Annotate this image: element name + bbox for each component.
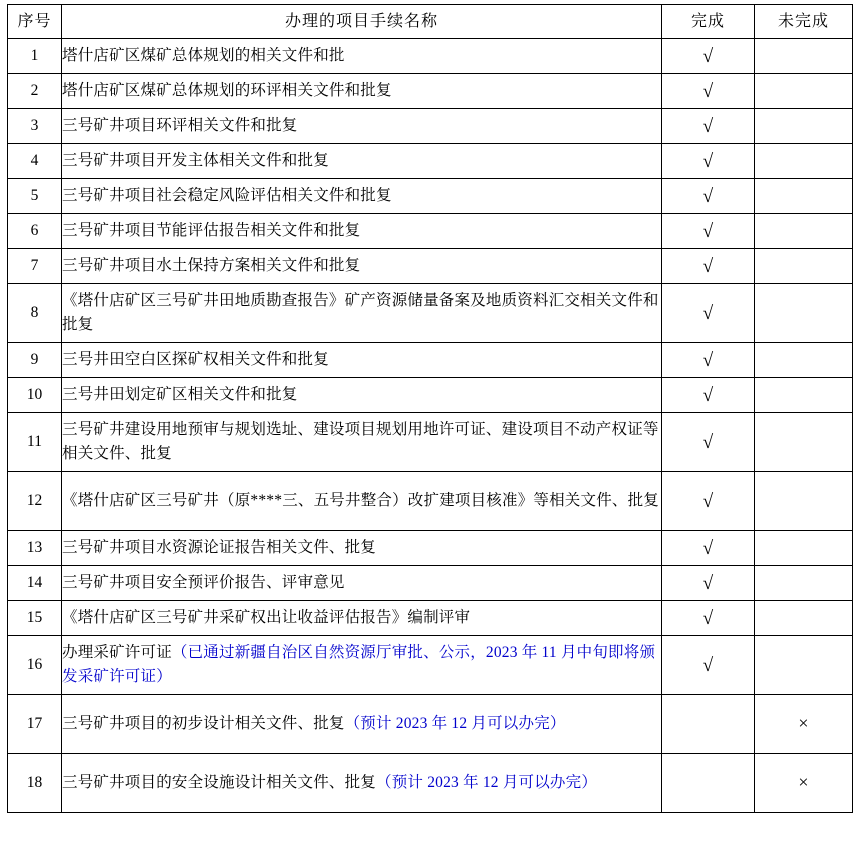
header-no: 序号 [8, 5, 62, 39]
done-mark-cell [662, 109, 755, 144]
row-index-cell: 16 [8, 636, 62, 695]
header-undone: 未完成 [755, 5, 853, 39]
undone-mark-cell [755, 109, 853, 144]
procedure-name-cell [62, 566, 662, 601]
cross-icon: × [798, 713, 809, 733]
procedure-name-text: 三号矿井项目环评相关文件和批复 [62, 116, 298, 134]
procedure-name-cell [62, 695, 662, 754]
done-mark-cell [662, 39, 755, 74]
row-index-cell: 2 [8, 74, 62, 109]
check-icon: √ [702, 655, 714, 676]
undone-mark-cell [755, 284, 853, 343]
row-index-cell: 7 [8, 249, 62, 284]
check-icon: √ [702, 350, 714, 371]
procedure-name-cell [62, 179, 662, 214]
check-icon: √ [702, 256, 714, 277]
procedure-name-text: 办理采矿许可证 [62, 643, 172, 661]
procedure-name-cell [62, 144, 662, 179]
undone-mark-cell [755, 413, 853, 472]
check-icon: √ [702, 538, 714, 559]
table-row [8, 531, 853, 566]
procedure-name-cell [62, 249, 662, 284]
procedure-name-text: 塔什店矿区煤矿总体规划的相关文件和批 [62, 46, 345, 64]
undone-mark-cell [755, 566, 853, 601]
procedure-name-cell [62, 754, 662, 813]
table-row [8, 636, 853, 695]
done-mark-cell [662, 378, 755, 413]
check-icon: √ [702, 186, 714, 207]
procedure-name-text: 《塔什店矿区三号矿井（原****三、五号井整合）改扩建项目核准》等相关文件、批复 [62, 491, 660, 509]
undone-mark-cell [755, 179, 853, 214]
done-mark-cell [662, 343, 755, 378]
procedure-name-text: 三号矿井项目社会稳定风险评估相关文件和批复 [62, 186, 392, 204]
row-index-cell: 13 [8, 531, 62, 566]
done-mark-cell [662, 636, 755, 695]
undone-mark-cell [755, 472, 853, 531]
procedure-note-text: （已通过新疆自治区自然资源厅审批、公示，2023 年 11 月中旬即将颁发采矿许可证） [62, 643, 656, 685]
procedure-name-text: 三号矿井项目水土保持方案相关文件和批复 [62, 256, 361, 274]
procedure-name-cell [62, 378, 662, 413]
procedure-name-cell [62, 214, 662, 249]
check-icon: √ [702, 116, 714, 137]
table-body [8, 39, 853, 813]
table-row [8, 378, 853, 413]
procedure-note-text: （预计 2023 年 12 月可以办完） [376, 773, 598, 791]
procedure-name-cell [62, 284, 662, 343]
header-done: 完成 [662, 5, 755, 39]
done-mark-cell [662, 284, 755, 343]
table-row [8, 754, 853, 813]
table-header-row [8, 5, 853, 39]
undone-mark-cell [755, 378, 853, 413]
undone-mark-cell [755, 39, 853, 74]
row-index-cell: 15 [8, 601, 62, 636]
done-mark-cell [662, 74, 755, 109]
row-index-cell: 1 [8, 39, 62, 74]
done-mark-cell [662, 179, 755, 214]
procedure-name-cell [62, 531, 662, 566]
done-mark-cell [662, 472, 755, 531]
row-index-cell: 5 [8, 179, 62, 214]
table-row [8, 74, 853, 109]
row-index-cell: 4 [8, 144, 62, 179]
procedure-name-cell [62, 636, 662, 695]
procedure-name-cell [62, 343, 662, 378]
procedure-name-text: 《塔什店矿区三号矿井采矿权出让收益评估报告》编制评审 [62, 608, 471, 626]
procedure-name-text: 三号矿井建设用地预审与规划选址、建设项目规划用地许可证、建设项目不动产权证等相关文件、批复 [62, 420, 659, 462]
procedure-name-text: 《塔什店矿区三号矿井田地质勘查报告》矿产资源储量备案及地质资料汇交相关文件和批复 [62, 291, 659, 333]
undone-mark-cell [755, 214, 853, 249]
table-row [8, 214, 853, 249]
row-index-cell: 3 [8, 109, 62, 144]
done-mark-cell [662, 754, 755, 813]
done-mark-cell [662, 695, 755, 754]
row-index-cell: 12 [8, 472, 62, 531]
procedure-name-text: 三号井田空白区探矿权相关文件和批复 [62, 350, 329, 368]
undone-mark-cell [755, 144, 853, 179]
row-index-cell: 11 [8, 413, 62, 472]
check-icon: √ [702, 221, 714, 242]
done-mark-cell [662, 413, 755, 472]
procedure-name-text: 塔什店矿区煤矿总体规划的环评相关文件和批复 [62, 81, 392, 99]
undone-mark-cell [755, 695, 853, 754]
check-icon: √ [702, 491, 714, 512]
check-icon: √ [702, 303, 714, 324]
done-mark-cell [662, 566, 755, 601]
undone-mark-cell [755, 754, 853, 813]
header-name: 办理的项目手续名称 [62, 5, 662, 39]
procedure-name-text: 三号矿井项目的初步设计相关文件、批复 [62, 714, 345, 732]
procedure-name-cell [62, 413, 662, 472]
procedure-name-text: 三号矿井项目节能评估报告相关文件和批复 [62, 221, 361, 239]
table-row [8, 343, 853, 378]
row-index-cell: 9 [8, 343, 62, 378]
undone-mark-cell [755, 636, 853, 695]
table-row [8, 472, 853, 531]
done-mark-cell [662, 601, 755, 636]
procedure-name-text: 三号矿井项目水资源论证报告相关文件、批复 [62, 538, 377, 556]
table-row [8, 179, 853, 214]
procedure-name-cell [62, 74, 662, 109]
undone-mark-cell [755, 531, 853, 566]
procedure-name-cell [62, 109, 662, 144]
check-icon: √ [702, 432, 714, 453]
done-mark-cell [662, 144, 755, 179]
undone-mark-cell [755, 601, 853, 636]
row-index-cell: 8 [8, 284, 62, 343]
table-row [8, 249, 853, 284]
row-index-cell: 10 [8, 378, 62, 413]
row-index-cell: 6 [8, 214, 62, 249]
procedure-name-cell [62, 601, 662, 636]
check-icon: √ [702, 46, 714, 67]
undone-mark-cell [755, 249, 853, 284]
table-row [8, 601, 853, 636]
check-icon: √ [702, 573, 714, 594]
done-mark-cell [662, 249, 755, 284]
procedures-table [7, 4, 853, 813]
undone-mark-cell [755, 74, 853, 109]
row-index-cell: 17 [8, 695, 62, 754]
table-row [8, 39, 853, 74]
check-icon: √ [702, 385, 714, 406]
check-icon: √ [702, 608, 714, 629]
done-mark-cell [662, 531, 755, 566]
check-icon: √ [702, 81, 714, 102]
done-mark-cell [662, 214, 755, 249]
table-row [8, 284, 853, 343]
table-row [8, 695, 853, 754]
check-icon: √ [702, 151, 714, 172]
procedure-note-text: （预计 2023 年 12 月可以办完） [344, 714, 566, 732]
procedure-name-text: 三号矿井项目开发主体相关文件和批复 [62, 151, 329, 169]
cross-icon: × [798, 772, 809, 792]
procedure-name-cell [62, 39, 662, 74]
table-row [8, 109, 853, 144]
procedure-name-text: 三号矿井项目安全预评价报告、评审意见 [62, 573, 345, 591]
procedure-name-text: 三号井田划定矿区相关文件和批复 [62, 385, 298, 403]
procedure-name-text: 三号矿井项目的安全设施设计相关文件、批复 [62, 773, 377, 791]
procedure-name-cell [62, 472, 662, 531]
row-index-cell: 14 [8, 566, 62, 601]
table-row [8, 413, 853, 472]
table-row [8, 566, 853, 601]
table-row [8, 144, 853, 179]
row-index-cell: 18 [8, 754, 62, 813]
undone-mark-cell [755, 343, 853, 378]
